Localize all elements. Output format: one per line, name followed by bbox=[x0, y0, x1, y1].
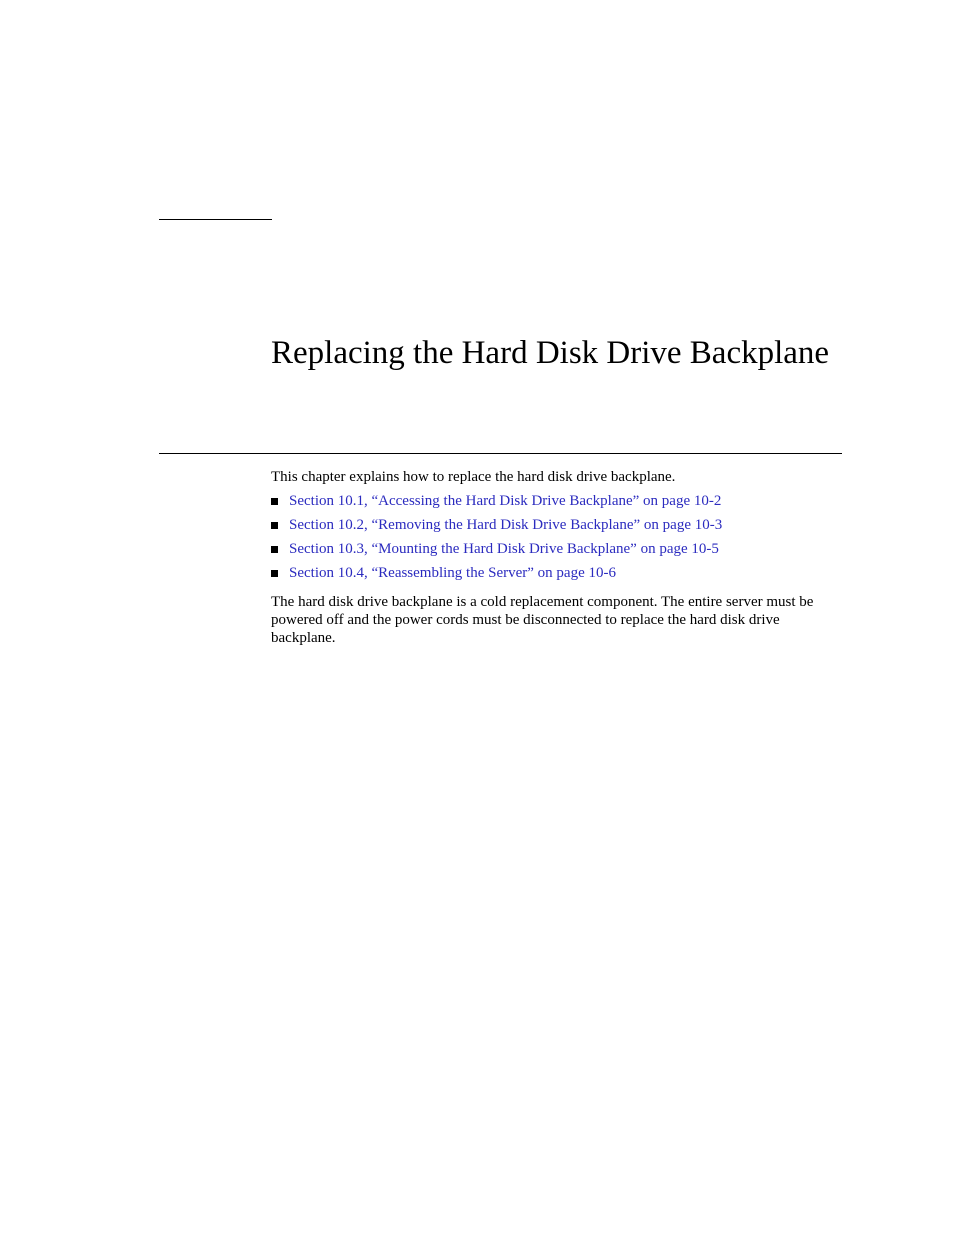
list-item bbox=[271, 516, 843, 534]
list-item bbox=[271, 492, 843, 510]
square-bullet-icon bbox=[271, 546, 278, 553]
list-item bbox=[271, 564, 843, 582]
square-bullet-icon bbox=[271, 522, 278, 529]
section-link-10-4[interactable]: Section 10.4, “Reassembling the Server” on page 10-6 bbox=[289, 565, 616, 581]
chapter-top-rule bbox=[159, 219, 272, 220]
section-link-10-3[interactable]: Section 10.3, “Mounting the Hard Disk Drive Backplane” on page 10-5 bbox=[289, 541, 719, 557]
intro-paragraph: This chapter explains how to replace the hard disk drive backplane. bbox=[271, 469, 676, 485]
section-link-10-2[interactable]: Section 10.2, “Removing the Hard Disk Drive Backplane” on page 10-3 bbox=[289, 517, 723, 533]
list-item bbox=[271, 540, 843, 558]
section-link-10-1[interactable]: Section 10.1, “Accessing the Hard Disk Drive Backplane” on page 10-2 bbox=[289, 493, 722, 509]
body-paragraph: The hard disk drive backplane is a cold replacement component. The entire server must be powered off and the power cords must be disconnected to replace the hard disk drive backplane. bbox=[271, 594, 814, 646]
square-bullet-icon bbox=[271, 570, 278, 577]
chapter-divider-rule bbox=[159, 453, 842, 454]
square-bullet-icon bbox=[271, 498, 278, 505]
section-link-list bbox=[271, 492, 843, 582]
chapter-title: Replacing the Hard Disk Drive Backplane bbox=[271, 335, 830, 371]
chapter-content bbox=[271, 468, 843, 647]
